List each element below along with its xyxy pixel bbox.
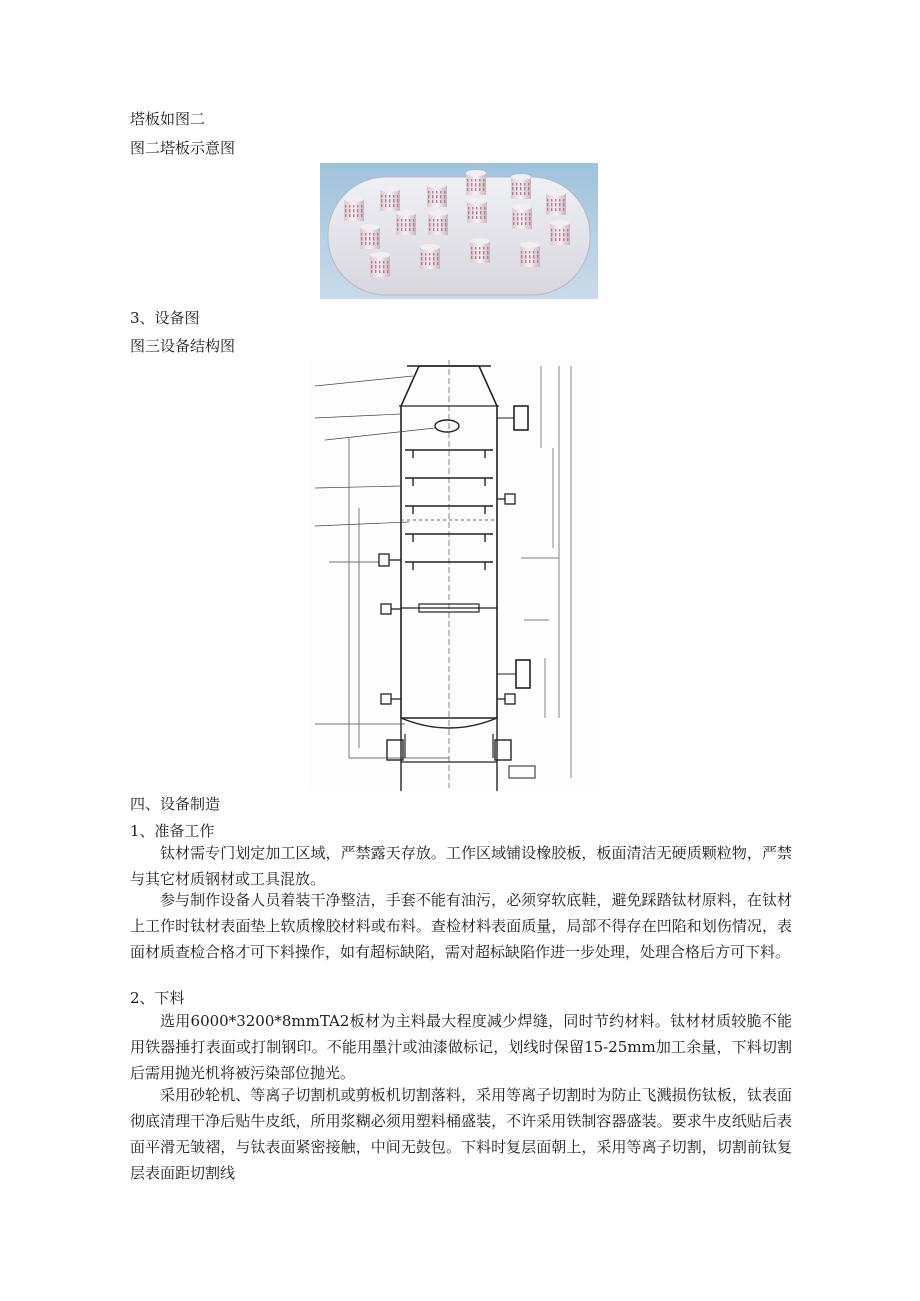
section3-heading: 3、设备图 xyxy=(130,309,200,327)
tower-plate-photo xyxy=(320,163,598,299)
subsection1-heading: 1、准备工作 xyxy=(130,822,215,840)
paragraph-prep-staff: 参与制作设备人员着装干净整洁，手套不能有油污，必须穿软底鞋，避免踩踏钛材原料，在钛材上工作时钛材表面垫上软质橡胶材料或布料。查检材料表面质量，局部不得存在凹陷和划伤情况，表面材质查检合格才可下料操作，如有超标缺陷，需对超标缺陷作进一步处理，处理合格后方可下料。 xyxy=(130,891,792,961)
figure3-caption: 图三设备结构图 xyxy=(130,337,236,355)
section4-heading: 四、设备制造 xyxy=(130,795,221,813)
plate-reference-text: 塔板如图二 xyxy=(130,110,206,128)
paragraph-cutting-method: 采用砂轮机、等离子切割机或剪板机切割落料，采用等离子切割时为防止飞溅损伤钛板，钛表面彻底清理干净后贴牛皮纸，所用浆糊必须用塑料桶盛装，不许采用铁制容器盛装。要求牛皮纸贴后表面平滑无皱褶，与钛表面紧密接触，中间无鼓包。下料时复层面朝上，采用等离子切割，切割前钛复层表面距切割线 xyxy=(130,1086,792,1182)
subsection2-heading: 2、下料 xyxy=(130,989,185,1007)
figure2-caption: 图二塔板示意图 xyxy=(130,139,236,157)
tower-structure-drawing xyxy=(309,358,598,791)
paragraph-prep-area: 钛材需专门划定加工区域，严禁露天存放。工作区域铺设橡胶板，板面清洁无硬质颗粒物，严禁与其它材质钢材或工具混放。 xyxy=(130,844,792,888)
paragraph-cutting-material: 选用6000*3200*8mmTA2板材为主料最大程度减少焊缝，同时节约材料。钛材材质较脆不能用铁器捶打表面或打制钢印。不能用墨汁或油漆做标记，划线时保留15-25mm加工余量，下料切割后需用抛光机将被污染部位抛光。 xyxy=(130,1012,792,1082)
